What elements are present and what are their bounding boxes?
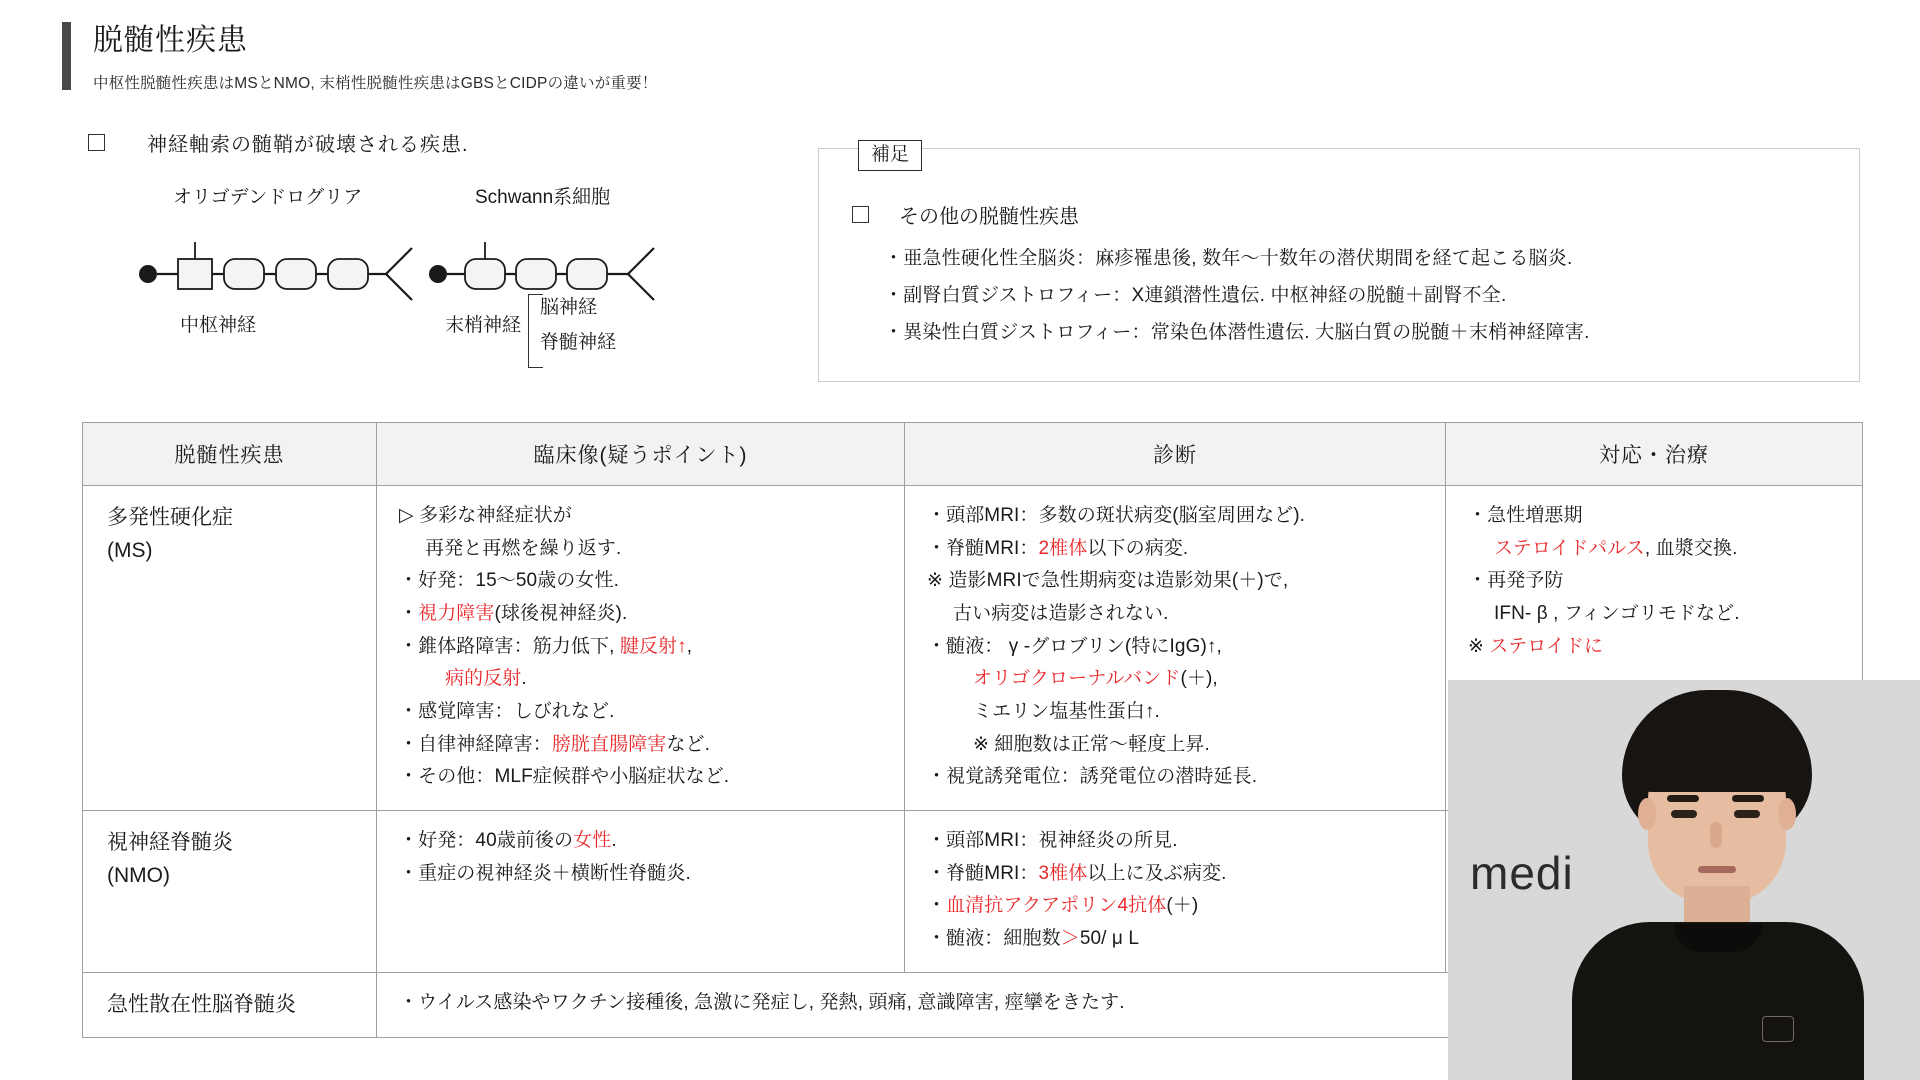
table-cell-disease xyxy=(83,811,377,973)
text-line xyxy=(1468,598,1852,631)
text-span: ・脊髄MRI： xyxy=(927,862,1039,884)
text-line xyxy=(927,890,1435,923)
text-span: ・脊髄MRI： xyxy=(927,537,1039,559)
text-line xyxy=(1468,631,1852,664)
table-cell-clinical xyxy=(377,811,905,973)
text-span: , 血漿交換. xyxy=(1644,537,1738,559)
diagram-label-oligodendroglia: オリゴデンドログリア xyxy=(173,187,363,208)
checkbox-square-icon xyxy=(88,134,105,151)
presenter-eye-left xyxy=(1671,810,1697,818)
text-span: ミエリン塩基性蛋白↑. xyxy=(973,701,1160,723)
disease-name-line: 多発性硬化症 xyxy=(107,506,233,529)
text-span: (＋), xyxy=(1180,668,1218,690)
text-line xyxy=(399,598,894,631)
text-span: ・髄液：細胞数 xyxy=(927,928,1061,950)
text-span: (＋) xyxy=(1166,895,1199,917)
text-line xyxy=(927,729,1435,762)
text-span: 以上に及ぶ病変. xyxy=(1087,862,1227,884)
table-cell-diagnosis xyxy=(905,486,1446,811)
text-span: ・錐体路障害：筋力低下, xyxy=(399,635,620,657)
presenter-hair-front xyxy=(1626,714,1808,792)
diagram-label-cns: 中枢神経 xyxy=(180,315,257,336)
text-span: ・再発予防 xyxy=(1468,570,1564,592)
table-cell-disease xyxy=(83,486,377,811)
highlight-text: 女性 xyxy=(573,830,612,852)
presenter-brow-left xyxy=(1667,795,1699,802)
text-span: 50/ μ L xyxy=(1079,928,1139,950)
text-span: など. xyxy=(666,733,711,755)
text-line xyxy=(927,631,1435,664)
highlight-text: 病的反射 xyxy=(445,668,522,690)
text-span: ・好発：15～50歳の女性. xyxy=(399,570,619,592)
list-item: ・異染性白質ジストロフィー：常染色体潜性遺伝. 大脳白質の脱髄＋末梢神経障害. xyxy=(884,322,1590,344)
text-span: ・頭部MRI：多数の斑状病変(脳室周囲など). xyxy=(927,505,1306,526)
text-span: , xyxy=(686,635,693,657)
text-span: ※ 造影MRIで急性期病変は造影効果(＋)で, xyxy=(927,570,1289,592)
text-line xyxy=(927,565,1435,598)
text-span: ・その他：MLF症候群や小脳症状など. xyxy=(399,766,730,788)
text-span: IFN- β , フィンゴリモドなど. xyxy=(1494,603,1740,625)
text-line xyxy=(927,761,1435,794)
table-header-treatment: 対応・治療 xyxy=(1446,423,1863,486)
diagram-brace-item-0: 脳神経 xyxy=(540,297,598,318)
highlight-text: 膀胱直腸障害 xyxy=(551,733,667,755)
text-span: ・ウイルス感染やワクチン接種後, 急激に発症し, 発熱, 頭痛, 意識障害, 痙攣をきたす. xyxy=(399,991,1125,1013)
disease-name-line: (NMO) xyxy=(107,863,170,887)
text-span: ・視覚誘発電位：誘発電位の潜時延長. xyxy=(927,766,1258,788)
diagnosis-content xyxy=(905,811,1445,972)
highlight-text: ＞ xyxy=(1060,928,1080,950)
text-line xyxy=(927,500,1435,533)
table-cell-clinical xyxy=(377,486,905,811)
disease-name xyxy=(83,973,376,1038)
text-line xyxy=(399,663,894,696)
diagram-brace-labels xyxy=(540,290,616,360)
text-span: ※ xyxy=(1468,635,1490,657)
highlight-text: 2椎体 xyxy=(1038,537,1088,559)
text-line xyxy=(399,533,894,566)
presenter-eye-right xyxy=(1734,810,1760,818)
text-line xyxy=(927,923,1435,956)
highlight-text: 3椎体 xyxy=(1038,862,1088,884)
supplement-heading: その他の脱髄性疾患 xyxy=(899,206,1079,228)
diagram-label-pns: 末梢神経 xyxy=(445,315,522,336)
text-span: ・髄液： γ -グロブリン(特にIgG)↑, xyxy=(927,635,1222,657)
text-span: ・感覚障害：しびれなど. xyxy=(399,701,615,723)
neuron-diagram-svg xyxy=(120,212,740,322)
list-item: ・亜急性硬化性全脳炎：麻疹罹患後, 数年～十数年の潜伏期間を経て起こる脳炎. xyxy=(884,248,1573,269)
text-span: (球後視神経炎). xyxy=(494,603,628,625)
text-line xyxy=(399,500,894,533)
header-accent-bar xyxy=(62,22,71,90)
diagram-label-schwann: Schwann系細胞 xyxy=(475,187,611,208)
checkbox-square-icon xyxy=(852,206,869,223)
presenter-brow-right xyxy=(1732,795,1764,802)
text-line xyxy=(927,533,1435,566)
presenter-mouth xyxy=(1698,866,1736,873)
text-span: 以下の病変. xyxy=(1087,537,1189,559)
webcam-overlay xyxy=(1448,680,1920,1080)
text-line xyxy=(399,565,894,598)
list-item: ・副腎白質ジストロフィー：X連鎖潜性遺伝. 中枢神経の脱髄＋副腎不全. xyxy=(884,285,1507,307)
text-line xyxy=(399,729,894,762)
diagram-brace-item-1: 脊髄神経 xyxy=(540,332,617,354)
text-span: ・頭部MRI：視神経炎の所見. xyxy=(927,830,1178,852)
page-subtitle: 中枢性脱髄性疾患はMSとNMO, 末梢性脱髄性疾患はGBSとCIDPの違いが重要！ xyxy=(93,74,658,92)
text-line xyxy=(927,696,1435,729)
clinical-content xyxy=(377,811,904,906)
highlight-text: 腱反射↑ xyxy=(619,635,687,657)
diagnosis-content xyxy=(905,486,1445,810)
presenter-ear-left xyxy=(1638,798,1656,830)
slide-header xyxy=(62,22,658,93)
text-span: ・好発：40歳前後の xyxy=(399,830,574,852)
table-cell-diagnosis xyxy=(905,811,1446,973)
text-span: ※ 細胞数は正常～軽度上昇. xyxy=(973,733,1210,755)
text-span: ▷ 多彩な神経症状が xyxy=(399,505,572,526)
supplement-heading-row xyxy=(852,200,1079,229)
text-line xyxy=(927,598,1435,631)
highlight-text: ステロイドに xyxy=(1489,635,1604,657)
text-line xyxy=(927,858,1435,891)
text-span: ・急性増悪期 xyxy=(1468,505,1583,526)
disease-name xyxy=(83,486,376,583)
text-line xyxy=(399,631,894,664)
text-line xyxy=(399,761,894,794)
supplement-tag: 補足 xyxy=(858,140,922,171)
disease-name-line: 急性散在性脳脊髄炎 xyxy=(107,992,296,1016)
text-span: ・ xyxy=(399,603,419,625)
lead-bullet-line xyxy=(88,128,469,157)
presenter-ear-right xyxy=(1778,798,1796,830)
text-span: 再発と再燃を繰り返す. xyxy=(425,537,622,559)
neuron-diagram xyxy=(120,182,740,372)
table-header-disease: 脱髄性疾患 xyxy=(83,423,377,486)
text-line xyxy=(399,858,894,891)
text-span: . xyxy=(521,668,527,690)
text-line xyxy=(1468,565,1852,598)
highlight-text: ステロイドパルス xyxy=(1494,537,1645,559)
text-span: ・自律神経障害： xyxy=(399,733,552,755)
supplement-list xyxy=(884,240,1590,351)
webcam-logo: medi xyxy=(1470,847,1574,899)
table-header-diagnosis: 診断 xyxy=(905,423,1446,486)
clinical-content xyxy=(377,486,904,810)
text-span: ・重症の視神経炎＋横断性脊髄炎. xyxy=(399,862,691,884)
presenter-nose xyxy=(1710,822,1722,848)
presenter-logo-badge xyxy=(1762,1016,1794,1042)
table-header-clinical: 臨床像(疑うポイント) xyxy=(377,423,905,486)
text-line xyxy=(927,663,1435,696)
text-line xyxy=(399,696,894,729)
text-line xyxy=(1468,533,1852,566)
highlight-text: 血清抗アクアポリン4抗体 xyxy=(946,895,1167,917)
page-title: 脱髄性疾患 xyxy=(93,24,248,57)
text-line xyxy=(399,825,894,858)
disease-name xyxy=(83,811,376,908)
table-cell-disease xyxy=(83,972,377,1038)
highlight-text: 視力障害 xyxy=(418,603,495,625)
text-span: . xyxy=(611,830,617,852)
table-header-row xyxy=(83,423,1863,486)
text-span: 古い病変は造影されない. xyxy=(953,603,1169,625)
lead-bullet-text: 神経軸索の髄鞘が破壊される疾患. xyxy=(147,134,469,156)
text-span: ・ xyxy=(927,895,947,917)
disease-name-line: 視神経脊髄炎 xyxy=(107,831,233,855)
treatment-content xyxy=(1446,486,1862,679)
text-line xyxy=(927,825,1435,858)
disease-name-line: (MS) xyxy=(107,538,153,562)
highlight-text: オリゴクローナルバンド xyxy=(973,668,1181,690)
text-line xyxy=(1468,500,1852,533)
presenter-avatar xyxy=(1566,690,1866,1080)
